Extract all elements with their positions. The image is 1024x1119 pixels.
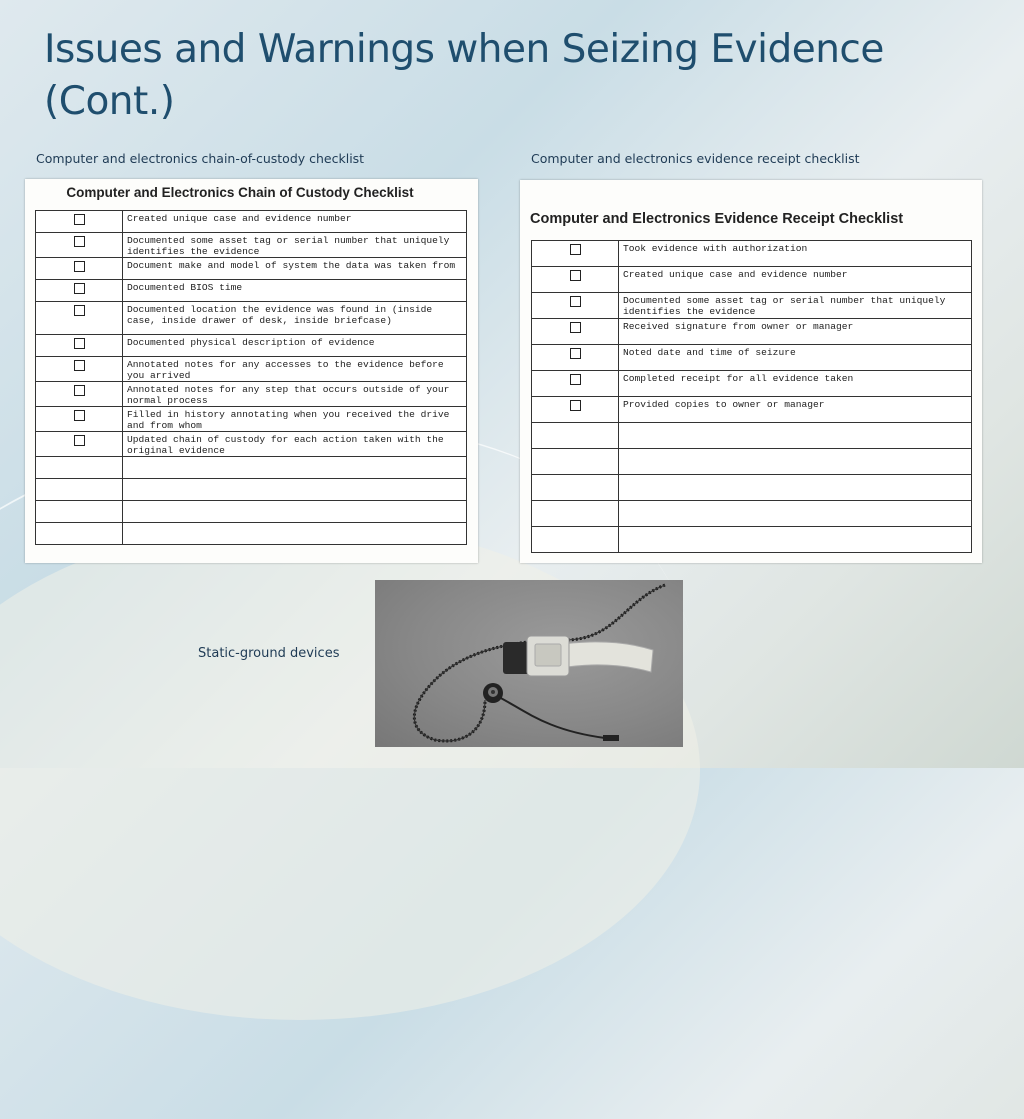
empty-checkbox-cell — [532, 501, 619, 527]
empty-text-cell — [619, 527, 972, 553]
checklist-item-text: Documented BIOS time — [123, 280, 467, 302]
empty-text-cell — [619, 501, 972, 527]
checkbox[interactable] — [74, 410, 85, 421]
checkbox-cell — [36, 211, 123, 233]
checklist-item-text: Noted date and time of seizure — [619, 345, 972, 371]
checkbox[interactable] — [570, 244, 581, 255]
checkbox-cell — [36, 233, 123, 258]
checkbox[interactable] — [570, 374, 581, 385]
checklist-item-text: Updated chain of custody for each action taken with the original evidence — [123, 432, 467, 457]
checkbox[interactable] — [74, 435, 85, 446]
empty-checklist-row — [36, 479, 467, 501]
checklist-item-text: Provided copies to owner or manager — [619, 397, 972, 423]
checkbox[interactable] — [74, 338, 85, 349]
checklist-item-text: Completed receipt for all evidence taken — [619, 371, 972, 397]
checkbox[interactable] — [74, 360, 85, 371]
checklist-row — [532, 267, 972, 293]
checklist-item-text: Annotated notes for any step that occurs outside of your normal process — [123, 382, 467, 407]
empty-text-cell — [619, 423, 972, 449]
checklist-item-text: Document make and model of system the data was taken from — [123, 258, 467, 280]
empty-text-cell — [619, 449, 972, 475]
empty-checklist-row — [36, 523, 467, 545]
checklist-row — [36, 432, 467, 457]
empty-text-cell — [619, 475, 972, 501]
empty-checkbox-cell — [36, 501, 123, 523]
evidence-receipt-table — [531, 240, 972, 553]
checkbox-cell — [532, 397, 619, 423]
right-checklist-caption: Computer and electronics evidence receipt checklist — [531, 151, 860, 166]
chain-of-custody-document — [25, 179, 478, 563]
empty-checklist-row — [532, 475, 972, 501]
checkbox[interactable] — [74, 385, 85, 396]
checklist-item-text: Documented location the evidence was found in (inside case, inside drawer of desk, inside briefcase) — [123, 302, 467, 335]
checkbox-cell — [36, 357, 123, 382]
empty-checkbox-cell — [532, 449, 619, 475]
empty-text-cell — [123, 457, 467, 479]
checklist-row — [36, 302, 467, 335]
checklist-item-text: Created unique case and evidence number — [619, 267, 972, 293]
empty-checkbox-cell — [532, 527, 619, 553]
empty-text-cell — [123, 501, 467, 523]
empty-text-cell — [123, 523, 467, 545]
checkbox[interactable] — [570, 348, 581, 359]
empty-checklist-row — [532, 501, 972, 527]
checklist-item-text: Took evidence with authorization — [619, 241, 972, 267]
left-checklist-caption: Computer and electronics chain-of-custody checklist — [36, 151, 365, 166]
wrist-strap-illustration — [375, 580, 683, 747]
checklist-row — [36, 280, 467, 302]
checklist-row — [532, 371, 972, 397]
checklist-row — [36, 357, 467, 382]
checklist-row — [532, 241, 972, 267]
checklist-item-text: Created unique case and evidence number — [123, 211, 467, 233]
checklist-row — [532, 319, 972, 345]
empty-checkbox-cell — [36, 523, 123, 545]
checkbox-cell — [532, 293, 619, 319]
empty-checklist-row — [532, 449, 972, 475]
empty-checkbox-cell — [36, 457, 123, 479]
checkbox-cell — [532, 371, 619, 397]
empty-text-cell — [123, 479, 467, 501]
checklist-row — [532, 345, 972, 371]
checkbox-cell — [36, 258, 123, 280]
checklist-row — [36, 258, 467, 280]
checkbox-cell — [36, 280, 123, 302]
checkbox-cell — [36, 432, 123, 457]
checkbox-cell — [532, 241, 619, 267]
checkbox[interactable] — [570, 296, 581, 307]
checkbox-cell — [36, 302, 123, 335]
checklist-row — [36, 211, 467, 233]
checkbox[interactable] — [74, 283, 85, 294]
checklist-item-text: Filled in history annotating when you received the drive and from whom — [123, 407, 467, 432]
empty-checkbox-cell — [532, 475, 619, 501]
checkbox-cell — [532, 319, 619, 345]
static-ground-device-photo — [375, 580, 683, 747]
checkbox-cell — [36, 335, 123, 357]
empty-checklist-row — [532, 423, 972, 449]
slide-title: Issues and Warnings when Seizing Evidence (Cont.) — [44, 27, 884, 124]
checkbox-cell — [532, 267, 619, 293]
static-ground-caption: Static-ground devices — [198, 646, 340, 661]
evidence-receipt-document — [520, 180, 982, 563]
empty-checkbox-cell — [532, 423, 619, 449]
checkbox[interactable] — [74, 261, 85, 272]
chain-of-custody-heading: Computer and Electronics Chain of Custody Checklist — [66, 185, 414, 200]
empty-checkbox-cell — [36, 479, 123, 501]
checklist-row — [532, 397, 972, 423]
evidence-receipt-heading: Computer and Electronics Evidence Receipt Checklist — [530, 211, 904, 227]
checkbox-cell — [532, 345, 619, 371]
chain-of-custody-table — [35, 210, 467, 545]
checklist-item-text: Documented physical description of evidence — [123, 335, 467, 357]
checklist-row — [36, 382, 467, 407]
checkbox-cell — [36, 407, 123, 432]
checklist-row — [532, 293, 972, 319]
checkbox-cell — [36, 382, 123, 407]
checklist-row — [36, 233, 467, 258]
empty-checklist-row — [36, 501, 467, 523]
checklist-item-text: Documented some asset tag or serial number that uniquely identifies the evidence — [123, 233, 467, 258]
checkbox[interactable] — [570, 400, 581, 411]
checkbox[interactable] — [74, 305, 85, 316]
empty-checklist-row — [36, 457, 467, 479]
checklist-item-text: Received signature from owner or manager — [619, 319, 972, 345]
checkbox[interactable] — [570, 270, 581, 281]
checkbox[interactable] — [74, 236, 85, 247]
checkbox[interactable] — [570, 322, 581, 333]
checkbox[interactable] — [74, 214, 85, 225]
empty-checklist-row — [532, 527, 972, 553]
checklist-item-text: Annotated notes for any accesses to the evidence before you arrived — [123, 357, 467, 382]
checklist-row — [36, 407, 467, 432]
checklist-row — [36, 335, 467, 357]
checklist-item-text: Documented some asset tag or serial number that uniquely identifies the evidence — [619, 293, 972, 319]
